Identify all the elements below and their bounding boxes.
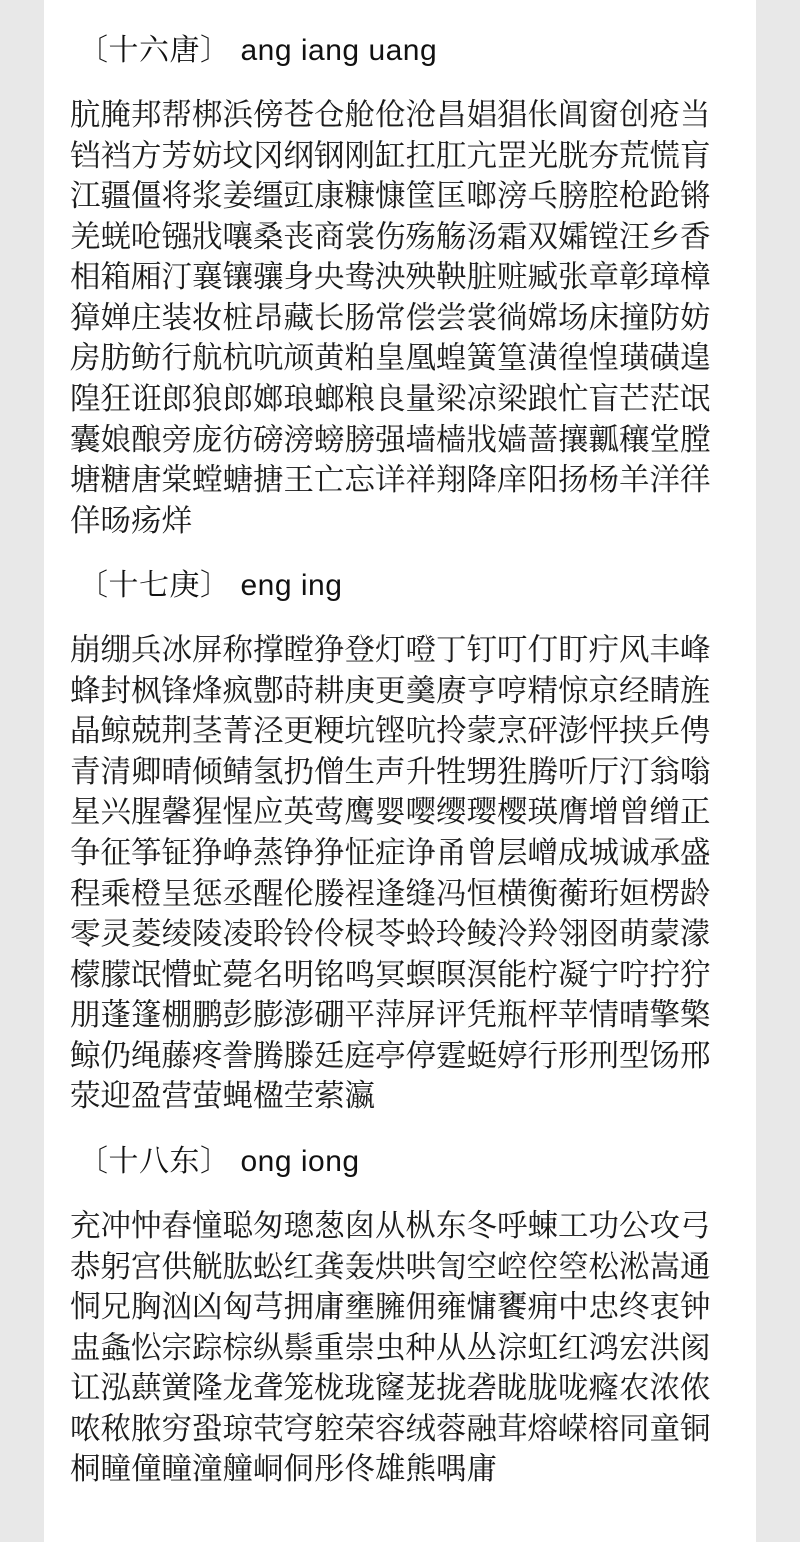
rime-pinyin-geng: eng ing [240, 569, 343, 603]
character-list-geng: 崩绷兵冰屏称撑瞠狰登灯噔丁钉叮仃盯疔风丰峰蜂封枫锋烽疯鄷莳耕庚更羹赓亨哼精惊京经睛旌晶鲸兢荆茎菁泾更粳坑铿吭拎蒙烹砰澎怦挟乒俜青清卿晴倾鲭氢扔僧生声升牲甥狌腾听厅汀翁嗡星兴腥馨猩惺应英莺鹰婴嘤缨璎樱瑛膺增曾缯正争征筝钲狰峥蒸铮狰怔症诤甬曾层嶒成城诚承盛程乘橙呈惩丞醒伦媵裎逢缝冯恒横衡蘅珩姮楞龄零灵菱绫陵凌聆铃伶棂苓蛉玲鲮泠羚翎囹萌蒙濛檬朦氓懵虻薨名明铭鸣冥螟暝溟能柠凝宁咛拧狞朋蓬篷棚鹏彭膨澎硼平萍屏评凭瓶枰苹情晴擎檠鲸仍绳藤疼誊腾滕廷庭亭停霆蜓婷行形刑型饧邢荥迎盈营萤蝇楹茔萦瀛 [70, 633, 711, 1114]
rime-label-dong: 〔十八东〕 [78, 1144, 231, 1178]
rime-section-tang [70, 28, 730, 541]
section-heading-tang [70, 28, 730, 73]
document-sheet [44, 0, 756, 1542]
rime-pinyin-dong: ong iong [240, 1144, 360, 1178]
rime-section-dong [70, 1139, 730, 1490]
rime-pinyin-tang: ang iang uang [240, 34, 438, 67]
character-list-tang: 肮腌邦帮梆浜傍苍仓舱伧沧昌娼猖伥阊窗创疮当铛裆方芳妨坟冈纲钢刚缸扛肛亢罡光胱夯荒慌肓江疆僵将浆姜缰豇康糠慷筐匡啷滂乓膀腔枪跄锵羌蜣呛镪戕嚷桑丧商裳伤殇觞汤霜双孀镗汪乡香相箱厢汀襄镶骧身央鸯泱殃鞅脏赃臧张章彰璋樟獐婵庄装妆桩昂藏长肠常偿尝裳徜嫦场床撞防妨房肪鲂行航杭吭颃黄粕皇凰蝗簧篁潢徨惶璜磺遑隍狂诳郎狼郎嫏琅螂粮良量梁凉梁踉忙盲芒茫氓囊娘酿旁庞彷磅滂螃膀强墙樯戕嫱蔷攘瓤穰堂膛塘糖唐棠螳螗搪王亡忘详祥翔降庠阳扬杨羊洋徉佯旸疡烊 [70, 98, 711, 538]
character-list-dong: 充冲忡舂憧聪匆璁葱囱从枞东冬呼蝀工功公攻弓恭躬宫供觥肱蚣红龚轰烘哄訇空崆倥箜松淞嵩通恫兄胸汹凶匈芎拥庸壅臃佣雍慵饔痈中忠终衷钟盅螽忪宗踪棕纵鬃重崇虫种从丛淙虹红鸿宏洪阂讧泓蕻黉隆龙聋笼栊珑窿茏拢砻眬胧咙癃农浓侬哝秾脓穷蛩琼茕穹躻荣容绒蓉融茸熔嵘榕同童铜桐瞳僮瞳潼艟峒侗彤佟雄熊喁庸 [70, 1208, 711, 1487]
section-heading-geng [70, 563, 730, 608]
rime-section-geng [70, 563, 730, 1117]
rime-label-tang: 〔十六唐〕 [78, 34, 231, 67]
section-heading-dong [70, 1139, 730, 1184]
rime-label-geng: 〔十七庚〕 [78, 569, 231, 603]
